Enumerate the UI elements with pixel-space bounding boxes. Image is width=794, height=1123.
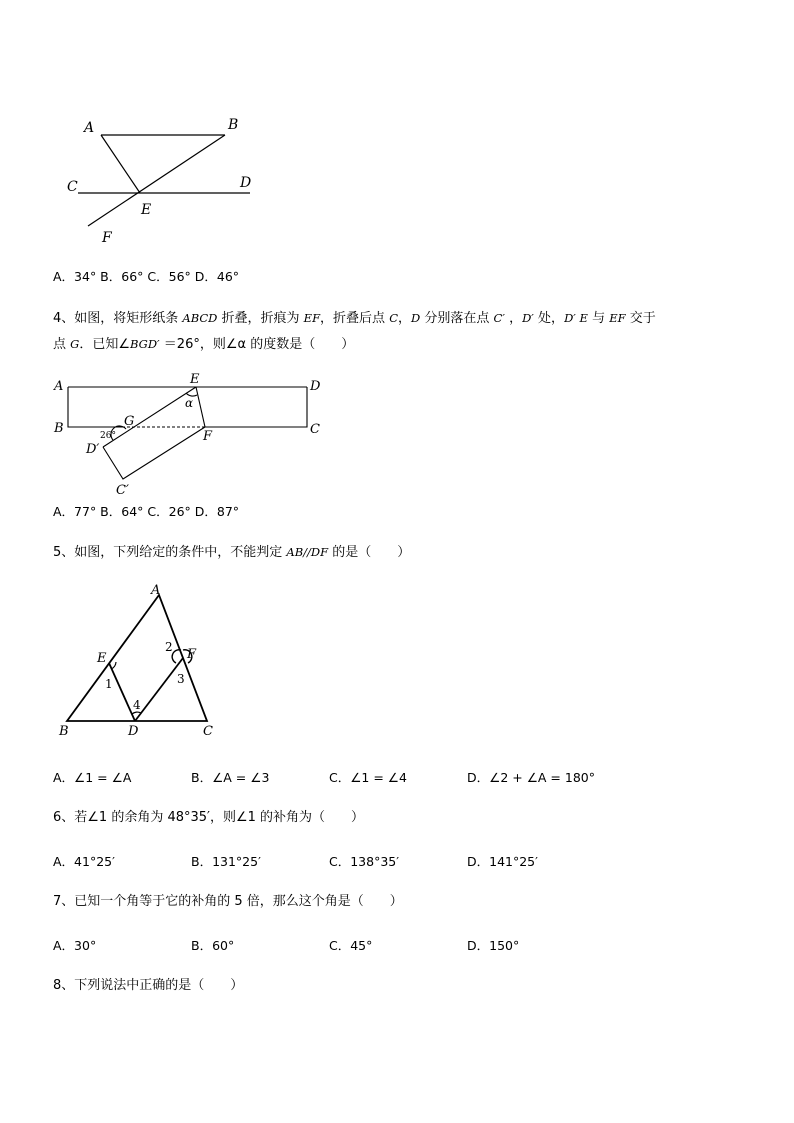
q4-text: 处，	[533, 311, 565, 326]
label-B: B	[228, 117, 239, 133]
q5-text: 的是（ ）	[328, 545, 411, 560]
q6-stem: 6、若∠1 的余角为 48°35′，则∠1 的补角为（ ）	[53, 810, 365, 825]
q7-option-b: B．60°	[191, 938, 235, 953]
q5-option-b: B．∠A = ∠3	[191, 770, 270, 785]
label-C: C	[67, 179, 78, 195]
q4-math: ABCD	[182, 311, 218, 325]
q6-option-d: D．141°25′	[467, 854, 538, 869]
q5-stem	[53, 543, 410, 562]
q4-text: ．已知∠	[79, 337, 130, 352]
q4-text: ，	[504, 311, 523, 326]
rect-right	[205, 387, 307, 427]
label-F: F	[187, 647, 197, 662]
label-E: E	[141, 202, 152, 218]
segment-BF	[88, 135, 225, 226]
q4-math: EF	[609, 311, 626, 325]
q7-option-c: C．45°	[329, 938, 373, 953]
label-A: A	[54, 379, 64, 394]
q4-text: 与	[587, 311, 610, 326]
q4-math: D′	[522, 311, 534, 325]
q4-math: D′ E	[564, 311, 588, 325]
q4-math: C′	[493, 311, 505, 325]
label-E: E	[190, 372, 200, 387]
figure-parallel-lines	[60, 110, 270, 250]
q4-text: 点	[53, 337, 71, 352]
label-1: 1	[105, 677, 113, 691]
q4-text: 折叠，折痕为	[217, 311, 304, 326]
label-B: B	[54, 421, 64, 436]
q5-text: 5、如图，下列给定的条件中，不能判定	[53, 545, 287, 560]
q4-math: D	[411, 311, 421, 325]
q5-math: AB//DF	[286, 545, 329, 559]
label-D: D	[240, 175, 252, 191]
label-C: C	[310, 422, 320, 437]
q4-text: 分别落在点	[420, 311, 494, 326]
q4-line-1	[53, 309, 656, 328]
crease-EF	[196, 387, 205, 427]
segment-DF	[135, 658, 183, 721]
label-angle-26: 26°	[100, 431, 116, 441]
q4-math: G	[70, 337, 80, 351]
q7-stem: 7、已知一个角等于它的补角的 5 倍，那么这个角是（ ）	[53, 894, 403, 909]
label-alpha: α	[185, 396, 194, 410]
q8-stem: 8、下列说法中正确的是（ ）	[53, 978, 244, 993]
figure-2-svg	[50, 368, 340, 503]
segment-AE	[101, 135, 140, 193]
q6-option-c: C．138°35′	[329, 854, 400, 869]
label-F: F	[203, 429, 213, 444]
q7-option-d: D．150°	[467, 938, 520, 953]
segment-ED	[109, 663, 135, 721]
q4-math: BGD′	[129, 337, 160, 351]
q5-option-c: C．∠1 = ∠4	[329, 770, 407, 785]
q4-text: 4、如图，将矩形纸条	[53, 311, 183, 326]
label-A: A	[151, 583, 161, 598]
folded-flap	[103, 427, 205, 479]
rect-left	[68, 387, 122, 427]
q3-options: A．34° B．66° C．56° D．46°	[53, 269, 240, 284]
q4-text: ，折叠后点	[320, 311, 390, 326]
label-D: D	[128, 724, 139, 739]
label-A: A	[84, 120, 95, 136]
figure-triangle	[55, 583, 225, 743]
label-E: E	[97, 651, 107, 666]
q4-text: 交于	[625, 311, 656, 326]
q4-options: A．77° B．64° C．26° D．87°	[53, 504, 240, 519]
q4-text: ，	[398, 311, 412, 326]
q4-line-2	[53, 335, 354, 354]
label-F: F	[102, 230, 112, 246]
q4-math: EF	[303, 311, 321, 325]
q6-option-a: A．41°25′	[53, 854, 115, 869]
label-C-prime: C′	[116, 483, 129, 498]
label-C: C	[203, 724, 213, 739]
label-D: D	[310, 379, 321, 394]
label-2: 2	[165, 640, 173, 654]
label-G: G	[124, 414, 135, 429]
q7-option-a: A．30°	[53, 938, 97, 953]
label-4: 4	[133, 698, 141, 712]
q5-option-a: A．∠1 = ∠A	[53, 770, 132, 785]
segment-ED	[103, 387, 196, 447]
q4-math: C	[389, 311, 398, 325]
label-D-prime: D′	[86, 442, 100, 457]
q5-option-d: D．∠2 + ∠A = 180°	[467, 770, 595, 785]
q6-option-b: B．131°25′	[191, 854, 261, 869]
label-3: 3	[177, 672, 185, 686]
q4-text: ＝26°，则∠α 的度数是（ ）	[159, 337, 355, 352]
figure-3-svg	[55, 583, 225, 743]
figure-folded-strip	[50, 368, 340, 503]
label-B: B	[59, 724, 69, 739]
figure-1-svg	[60, 110, 270, 250]
